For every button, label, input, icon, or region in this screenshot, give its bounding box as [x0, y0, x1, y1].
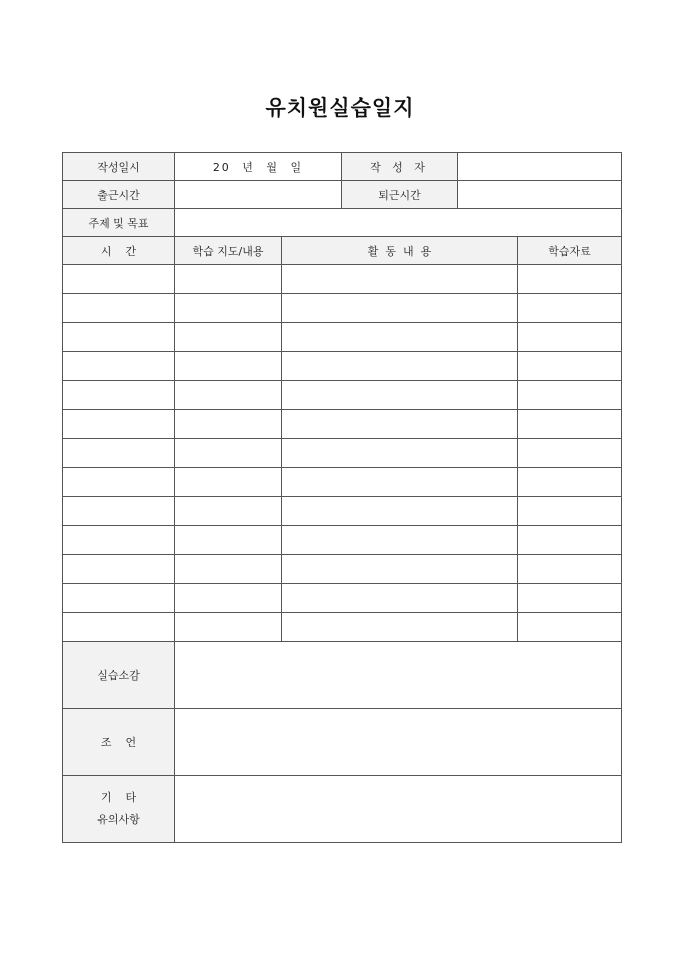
etc-field[interactable]: [175, 776, 622, 843]
checkout-field[interactable]: [458, 181, 622, 209]
time-cell[interactable]: [63, 439, 175, 468]
checkin-field[interactable]: [175, 181, 342, 209]
etc-label-line2: 유의사항: [97, 813, 140, 826]
guidance-cell[interactable]: [175, 294, 282, 323]
materials-cell[interactable]: [518, 410, 622, 439]
activity-cell[interactable]: [282, 497, 518, 526]
etc-label: [63, 776, 175, 843]
activity-cell[interactable]: [282, 323, 518, 352]
column-header-activity: 활 동 내 용: [282, 237, 518, 265]
time-cell[interactable]: [63, 265, 175, 294]
practice-journal-table: [62, 152, 622, 843]
reflection-label: 실습소감: [63, 642, 175, 709]
guidance-cell[interactable]: [175, 526, 282, 555]
guidance-cell[interactable]: [175, 555, 282, 584]
checkin-label: 출근시간: [63, 181, 175, 209]
table-row: [63, 555, 622, 584]
page-title: 유치원실습일지: [265, 96, 415, 120]
time-cell[interactable]: [63, 468, 175, 497]
author-field[interactable]: [458, 153, 622, 181]
reflection-field[interactable]: [175, 642, 622, 709]
table-row: [63, 352, 622, 381]
column-header-materials: 학습자료: [518, 237, 622, 265]
column-header-time: 시 간: [63, 237, 175, 265]
guidance-cell[interactable]: [175, 323, 282, 352]
materials-cell[interactable]: [518, 555, 622, 584]
materials-cell[interactable]: [518, 439, 622, 468]
checkout-label: 퇴근시간: [342, 181, 458, 209]
guidance-cell[interactable]: [175, 410, 282, 439]
time-cell[interactable]: [63, 555, 175, 584]
activity-cell[interactable]: [282, 468, 518, 497]
table-row: [63, 381, 622, 410]
time-cell[interactable]: [63, 381, 175, 410]
guidance-cell[interactable]: [175, 584, 282, 613]
column-header-guidance: 학습 지도/내용: [175, 237, 282, 265]
work-hours-row: [63, 181, 622, 209]
etc-row: [63, 776, 622, 843]
author-label: 작 성 자: [342, 153, 458, 181]
materials-cell[interactable]: [518, 468, 622, 497]
time-cell[interactable]: [63, 526, 175, 555]
date-label: 작성일시: [63, 153, 175, 181]
topic-row: [63, 209, 622, 237]
guidance-cell[interactable]: [175, 352, 282, 381]
activity-cell[interactable]: [282, 381, 518, 410]
materials-cell[interactable]: [518, 584, 622, 613]
guidance-cell[interactable]: [175, 381, 282, 410]
table-row: [63, 439, 622, 468]
table-row: [63, 526, 622, 555]
time-cell[interactable]: [63, 352, 175, 381]
guidance-cell[interactable]: [175, 439, 282, 468]
activity-cell[interactable]: [282, 584, 518, 613]
activity-cell[interactable]: [282, 265, 518, 294]
activity-cell[interactable]: [282, 352, 518, 381]
time-cell[interactable]: [63, 410, 175, 439]
etc-label-line1: 기 타: [100, 791, 137, 804]
advice-label: 조 언: [63, 709, 175, 776]
materials-cell[interactable]: [518, 265, 622, 294]
topic-field[interactable]: [175, 209, 622, 237]
topic-label: 주제 및 목표: [63, 209, 175, 237]
table-row: [63, 584, 622, 613]
guidance-cell[interactable]: [175, 265, 282, 294]
activity-cell[interactable]: [282, 613, 518, 642]
activity-cell[interactable]: [282, 439, 518, 468]
guidance-cell[interactable]: [175, 468, 282, 497]
table-row: [63, 410, 622, 439]
table-row: [63, 294, 622, 323]
time-cell[interactable]: [63, 613, 175, 642]
materials-cell[interactable]: [518, 294, 622, 323]
time-cell[interactable]: [63, 497, 175, 526]
table-row: [63, 323, 622, 352]
table-row: [63, 265, 622, 294]
materials-cell[interactable]: [518, 613, 622, 642]
reflection-row: [63, 642, 622, 709]
date-field[interactable]: 20 년 월 일: [175, 153, 342, 181]
table-row: [63, 497, 622, 526]
time-cell[interactable]: [63, 294, 175, 323]
materials-cell[interactable]: [518, 497, 622, 526]
activity-cell[interactable]: [282, 526, 518, 555]
materials-cell[interactable]: [518, 323, 622, 352]
table-row: [63, 468, 622, 497]
table-row: [63, 613, 622, 642]
activity-cell[interactable]: [282, 555, 518, 584]
time-cell[interactable]: [63, 323, 175, 352]
activity-cell[interactable]: [282, 294, 518, 323]
materials-cell[interactable]: [518, 381, 622, 410]
activity-cell[interactable]: [282, 410, 518, 439]
advice-row: [63, 709, 622, 776]
guidance-cell[interactable]: [175, 613, 282, 642]
materials-cell[interactable]: [518, 526, 622, 555]
advice-field[interactable]: [175, 709, 622, 776]
column-header-row: [63, 237, 622, 265]
guidance-cell[interactable]: [175, 497, 282, 526]
date-author-row: [63, 153, 622, 181]
time-cell[interactable]: [63, 584, 175, 613]
materials-cell[interactable]: [518, 352, 622, 381]
